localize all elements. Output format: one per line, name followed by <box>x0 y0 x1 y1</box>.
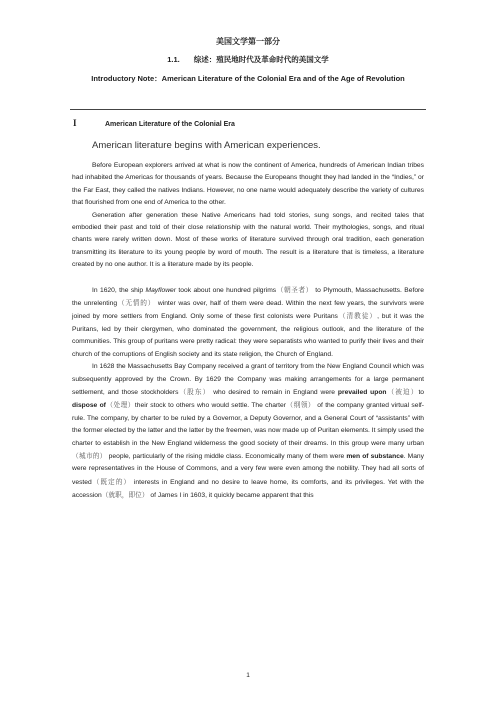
chinese-gloss: （被迫） <box>386 387 419 396</box>
key-phrase: men of substance <box>346 452 404 460</box>
section-number: 1.1. <box>167 55 180 64</box>
divider <box>70 109 426 110</box>
chinese-gloss: （城市的） <box>72 451 107 460</box>
page-title: 美国文学第一部分 <box>216 37 280 46</box>
chinese-gloss: （清教徒） <box>337 312 378 321</box>
chinese-gloss: （处理） <box>105 401 135 410</box>
chinese-gloss: （就职，即位） <box>101 491 149 500</box>
paragraph-4: In 1628 the Massachusetts Bay Company received a grant of territory from the New England Council which was subsequently approved by the Crown. By 1629 the Company was making arrangements for a large permanent settlement, and those stockholders（股东） who desired to remain in England were prevailed upon（被迫）to dispose of（处理）their stock to others who would settle. The charter（纲领） of the company granted virtual self-rule. The company, by charter to be ruled by a Governor, a Deputy Governor, and a General Court of “assistants” with the former elected by the latter and the latter by the freemen, was now made up of Puritan elements. It simply used the charter to establish in the New England wilderness the good society of their dreams. In this group were many urban（城市的） people, particularly of the rising middle class. Economically many of them were men of substance. Many were representatives in the House of Commons, and a very few were even among the nobility. They had all sorts of vested（既定的） interests in England and no desire to leave home, its comforts, and its privileges. Yet with the accession（就职，即位） of James I in 1603, it quickly became apparent that this <box>72 363 425 500</box>
chinese-gloss: （无情的） <box>117 299 156 308</box>
ship-name: Mayflower <box>145 286 176 294</box>
part-roman-numeral: I <box>73 118 77 128</box>
section-title: 综述：殖民地时代及革命时代的美国文学 <box>193 55 329 64</box>
introductory-note: Introductory Note：American Literature of the Colonial Era and of the Age of Revolution <box>91 74 405 83</box>
chinese-gloss: （纲领） <box>285 401 315 410</box>
chinese-gloss: （既定的） <box>91 477 132 486</box>
paragraph-3: In 1620, the ship Mayflower took about one hundred pilgrims（朝圣者） to Plymouth, Massachusetts. Before the unrelenting（无情的） winter was over, half of them were dead. Within the next few years, the survivors were joined by more settlers from England. Only some of these first colonists were Puritans（清教徒）, but it was the Puritans, led by their clergymen, who dominated the government, the religious outlook, and the literature of the communities. This group of puritans were pretty radical: they were separatists who wanted to purify their lives and their church of the corruptions of English society and its state religion, the Church of England. <box>72 285 425 358</box>
lead-sentence: American literature begins with American experiences. <box>92 140 321 151</box>
chinese-gloss: （朝圣者） <box>276 285 313 294</box>
part-heading <box>73 118 235 128</box>
key-phrase: dispose of <box>72 402 106 410</box>
body-text <box>72 160 424 503</box>
paragraph-1: Before European explorers arrived at what is now the continent of America, hundreds of American Indian tribes had inhabited the Americas for thousands of years. Because the Europeans thought they had landed in the “Indies,” or the Far East, they called the natives Indians. However, no one name would adequately describe the variety of cultures that flourished from one end of America to the other. <box>72 162 424 207</box>
section-heading <box>0 54 496 65</box>
key-phrase: prevailed upon <box>337 388 387 396</box>
chinese-gloss: （股东） <box>178 387 211 396</box>
page-number: 1 <box>246 672 250 679</box>
part-title: American Literature of the Colonial Era <box>105 121 235 128</box>
paragraph-2: Generation after generation these Native Americans had told stories, sung songs, and recited tales that embodied their past and told of their close relationship with the natural world. Their mythologies, songs, and ritual chants were rarely written down. Most of these works of literature survived through oral tradition, each generation transmitting its literature to its young people by word of mouth. The result is a literature that is timeless, a literature created by no one author. It is a literature made by its people. <box>72 211 424 269</box>
